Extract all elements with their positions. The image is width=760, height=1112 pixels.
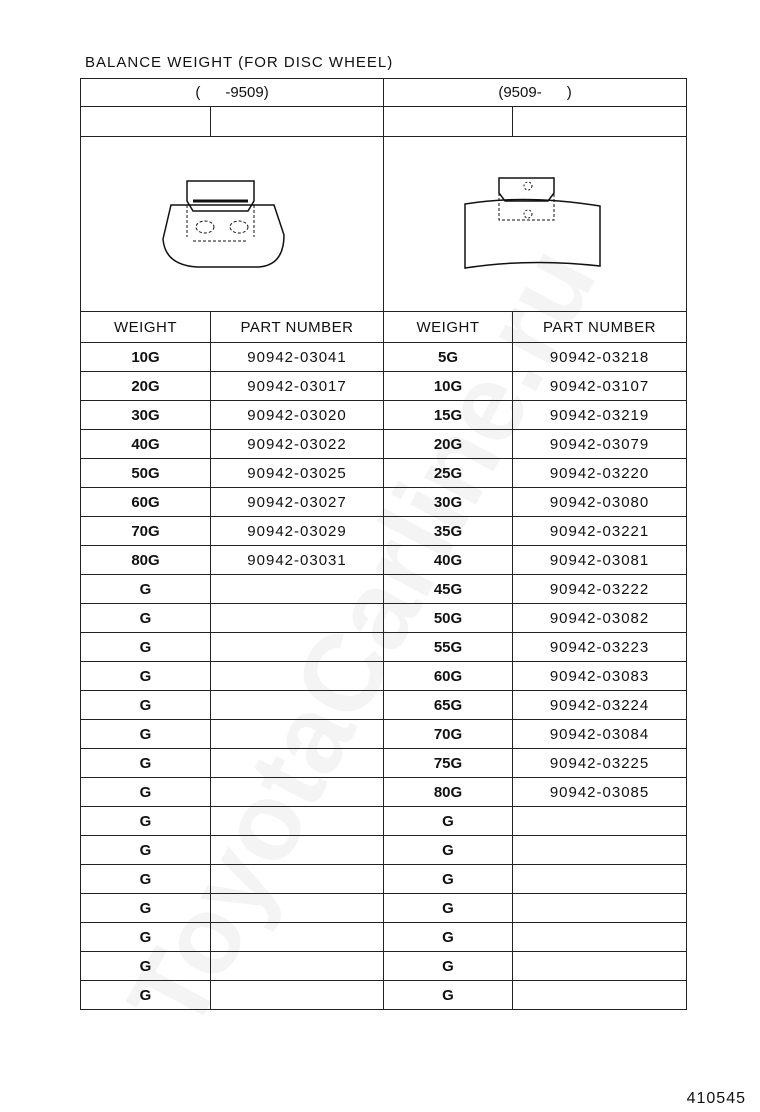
left-part-number-cell: 90942-03027 bbox=[211, 488, 384, 517]
right-part-number-cell: 90942-03085 bbox=[513, 778, 687, 807]
left-weight-cell: G bbox=[81, 749, 211, 778]
left-weight-header: WEIGHT bbox=[81, 312, 211, 343]
right-part-number-cell bbox=[513, 836, 687, 865]
blank-cell bbox=[211, 107, 384, 137]
table-row bbox=[81, 720, 687, 749]
table-row bbox=[81, 430, 687, 459]
right-weight-cell: G bbox=[384, 836, 513, 865]
page-code: 410545 bbox=[686, 1090, 746, 1107]
right-weight-cell: 5G bbox=[384, 343, 513, 372]
left-part-number-cell bbox=[211, 633, 384, 662]
right-part-number-cell: 90942-03218 bbox=[513, 343, 687, 372]
adhesive-weight-drawing bbox=[460, 174, 610, 274]
left-weight-cell: G bbox=[81, 633, 211, 662]
left-part-number-cell bbox=[211, 662, 384, 691]
table-row bbox=[81, 952, 687, 981]
left-part-number-cell: 90942-03020 bbox=[211, 401, 384, 430]
table-row bbox=[81, 923, 687, 952]
right-period-header: (9509- ) bbox=[384, 79, 687, 107]
left-weight-cell: G bbox=[81, 865, 211, 894]
right-part-number-cell: 90942-03220 bbox=[513, 459, 687, 488]
table-row bbox=[81, 372, 687, 401]
left-part-number-cell bbox=[211, 720, 384, 749]
right-weight-cell: 55G bbox=[384, 633, 513, 662]
right-weight-cell: 70G bbox=[384, 720, 513, 749]
right-part-number-cell: 90942-03222 bbox=[513, 575, 687, 604]
left-part-number-cell bbox=[211, 923, 384, 952]
right-part-number-cell: 90942-03225 bbox=[513, 749, 687, 778]
table-row bbox=[81, 488, 687, 517]
left-part-number-cell bbox=[211, 604, 384, 633]
right-part-number-cell bbox=[513, 952, 687, 981]
left-weight-cell: 10G bbox=[81, 343, 211, 372]
left-part-number-cell bbox=[211, 575, 384, 604]
left-weight-cell: 80G bbox=[81, 546, 211, 575]
left-part-number-cell: 90942-03022 bbox=[211, 430, 384, 459]
right-weight-cell: 60G bbox=[384, 662, 513, 691]
new-weight-illustration bbox=[384, 137, 687, 312]
right-part-number-cell bbox=[513, 894, 687, 923]
left-part-number-cell bbox=[211, 836, 384, 865]
right-weight-cell: 45G bbox=[384, 575, 513, 604]
right-weight-cell: 50G bbox=[384, 604, 513, 633]
right-weight-cell: 65G bbox=[384, 691, 513, 720]
table-row bbox=[81, 807, 687, 836]
right-part-number-cell: 90942-03084 bbox=[513, 720, 687, 749]
table-row bbox=[81, 604, 687, 633]
right-weight-cell: 80G bbox=[384, 778, 513, 807]
left-weight-cell: G bbox=[81, 662, 211, 691]
blank-cell bbox=[513, 107, 687, 137]
right-weight-cell: G bbox=[384, 923, 513, 952]
left-weight-cell: G bbox=[81, 604, 211, 633]
left-part-number-cell: 90942-03025 bbox=[211, 459, 384, 488]
left-part-number-cell: 90942-03041 bbox=[211, 343, 384, 372]
left-weight-cell: G bbox=[81, 778, 211, 807]
right-part-number-cell: 90942-03223 bbox=[513, 633, 687, 662]
right-weight-cell: 20G bbox=[384, 430, 513, 459]
right-part-number-cell bbox=[513, 981, 687, 1010]
right-part-number-cell: 90942-03082 bbox=[513, 604, 687, 633]
table-row bbox=[81, 401, 687, 430]
right-part-number-cell: 90942-03224 bbox=[513, 691, 687, 720]
right-weight-cell: G bbox=[384, 807, 513, 836]
blank-cell bbox=[384, 107, 513, 137]
left-part-number-cell bbox=[211, 894, 384, 923]
right-weight-cell: 75G bbox=[384, 749, 513, 778]
table-row bbox=[81, 981, 687, 1010]
left-weight-cell: G bbox=[81, 952, 211, 981]
left-weight-cell: 20G bbox=[81, 372, 211, 401]
table-row bbox=[81, 662, 687, 691]
left-part-number-header: PART NUMBER bbox=[211, 312, 384, 343]
blank-cell bbox=[81, 107, 211, 137]
right-part-number-header: PART NUMBER bbox=[513, 312, 687, 343]
left-part-number-cell bbox=[211, 778, 384, 807]
right-part-number-cell bbox=[513, 865, 687, 894]
left-weight-cell: 50G bbox=[81, 459, 211, 488]
left-weight-cell: G bbox=[81, 894, 211, 923]
right-weight-cell: 15G bbox=[384, 401, 513, 430]
left-part-number-cell bbox=[211, 865, 384, 894]
left-part-number-cell bbox=[211, 691, 384, 720]
left-weight-cell: 70G bbox=[81, 517, 211, 546]
left-period-header: ( -9509) bbox=[81, 79, 384, 107]
table-row bbox=[81, 633, 687, 662]
table-row bbox=[81, 749, 687, 778]
left-weight-cell: G bbox=[81, 575, 211, 604]
right-part-number-cell: 90942-03221 bbox=[513, 517, 687, 546]
right-part-number-cell bbox=[513, 923, 687, 952]
table-row bbox=[81, 691, 687, 720]
table-row bbox=[81, 517, 687, 546]
right-weight-cell: G bbox=[384, 865, 513, 894]
left-weight-cell: 40G bbox=[81, 430, 211, 459]
right-weight-cell: 30G bbox=[384, 488, 513, 517]
left-weight-cell: 30G bbox=[81, 401, 211, 430]
right-part-number-cell: 90942-03081 bbox=[513, 546, 687, 575]
table-row bbox=[81, 575, 687, 604]
table-row bbox=[81, 836, 687, 865]
right-part-number-cell: 90942-03083 bbox=[513, 662, 687, 691]
left-part-number-cell bbox=[211, 807, 384, 836]
right-weight-cell: 10G bbox=[384, 372, 513, 401]
old-weight-illustration bbox=[81, 137, 384, 312]
right-part-number-cell: 90942-03079 bbox=[513, 430, 687, 459]
left-part-number-cell: 90942-03029 bbox=[211, 517, 384, 546]
left-weight-cell: G bbox=[81, 691, 211, 720]
left-part-number-cell bbox=[211, 981, 384, 1010]
table-row bbox=[81, 546, 687, 575]
page-title: BALANCE WEIGHT (FOR DISC WHEEL) bbox=[85, 54, 394, 71]
table-row bbox=[81, 343, 687, 372]
left-part-number-cell: 90942-03031 bbox=[211, 546, 384, 575]
right-part-number-cell: 90942-03107 bbox=[513, 372, 687, 401]
left-weight-cell: 60G bbox=[81, 488, 211, 517]
left-weight-cell: G bbox=[81, 720, 211, 749]
left-part-number-cell bbox=[211, 952, 384, 981]
right-weight-cell: G bbox=[384, 952, 513, 981]
right-weight-cell: G bbox=[384, 981, 513, 1010]
right-part-number-cell bbox=[513, 807, 687, 836]
right-part-number-cell: 90942-03219 bbox=[513, 401, 687, 430]
left-part-number-cell: 90942-03017 bbox=[211, 372, 384, 401]
table-row bbox=[81, 894, 687, 923]
left-weight-cell: G bbox=[81, 981, 211, 1010]
left-part-number-cell bbox=[211, 749, 384, 778]
left-weight-cell: G bbox=[81, 923, 211, 952]
right-weight-cell: G bbox=[384, 894, 513, 923]
right-weight-cell: 25G bbox=[384, 459, 513, 488]
table-row bbox=[81, 459, 687, 488]
left-weight-cell: G bbox=[81, 836, 211, 865]
parts-table bbox=[80, 78, 687, 1010]
table-row bbox=[81, 778, 687, 807]
right-part-number-cell: 90942-03080 bbox=[513, 488, 687, 517]
right-weight-cell: 35G bbox=[384, 517, 513, 546]
table-row bbox=[81, 865, 687, 894]
right-weight-header: WEIGHT bbox=[384, 312, 513, 343]
right-weight-cell: 40G bbox=[384, 546, 513, 575]
left-weight-cell: G bbox=[81, 807, 211, 836]
clip-on-weight-drawing bbox=[157, 179, 307, 269]
